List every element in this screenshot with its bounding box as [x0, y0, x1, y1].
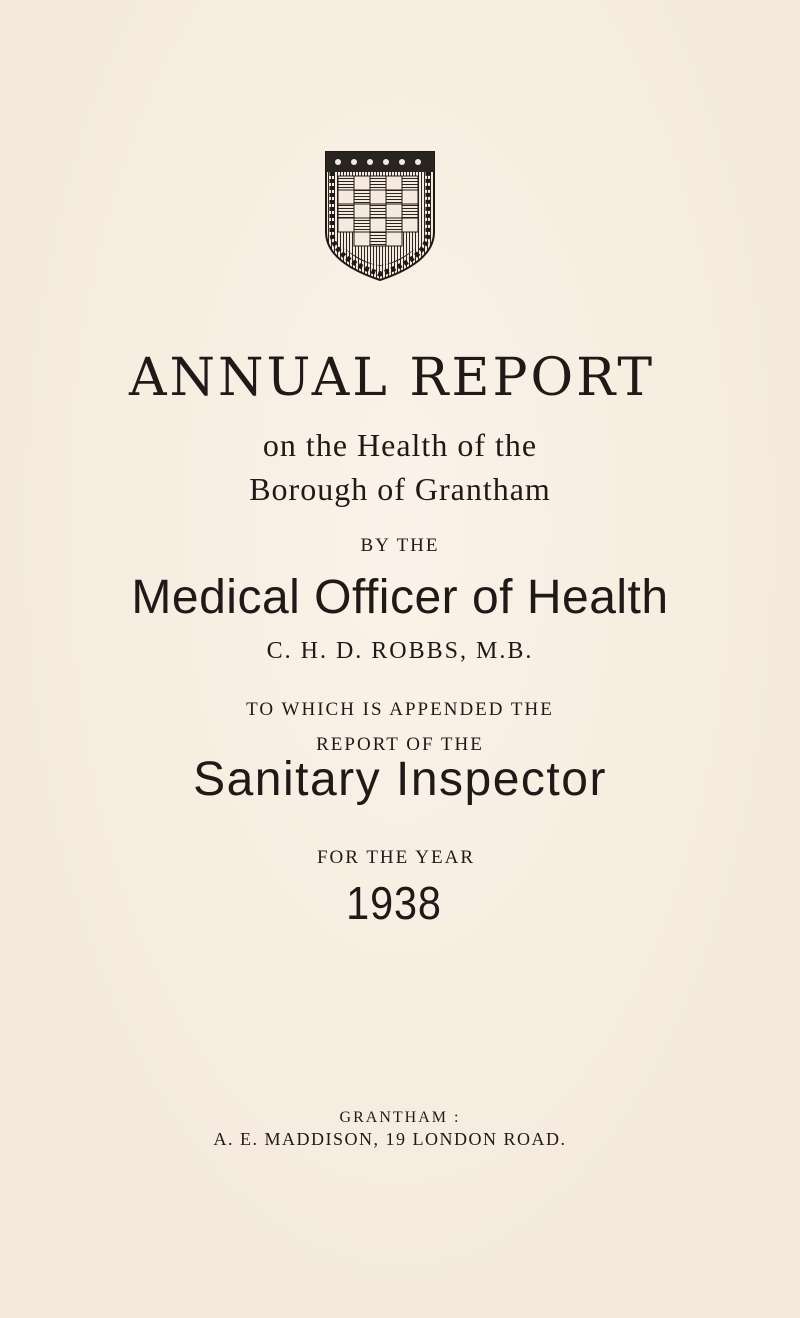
officer-name: C. H. D. ROBBS, M.B.	[266, 638, 534, 664]
by-the-label: BY THE	[360, 535, 440, 556]
report-subtitle-line-2: Borough of Grantham	[249, 471, 551, 507]
imprint-place: GRANTHAM :	[339, 1109, 461, 1126]
inspector-title: Sanitary Inspector	[193, 753, 607, 806]
report-title: ANNUAL REPORT	[128, 348, 656, 408]
appended-line-1: TO WHICH IS APPENDED THE	[246, 699, 554, 720]
for-the-year-label: FOR THE YEAR	[316, 847, 476, 868]
officer-title: Medical Officer of Health	[131, 571, 669, 624]
report-year: 1938	[346, 877, 442, 929]
appended-line-2: REPORT OF THE	[316, 734, 484, 755]
report-subtitle-line-1: on the Health of the	[262, 427, 538, 463]
borough-coat-of-arms-icon	[324, 150, 436, 282]
imprint-printer: A. E. MADDISON, 19 LONDON ROAD.	[213, 1129, 567, 1149]
